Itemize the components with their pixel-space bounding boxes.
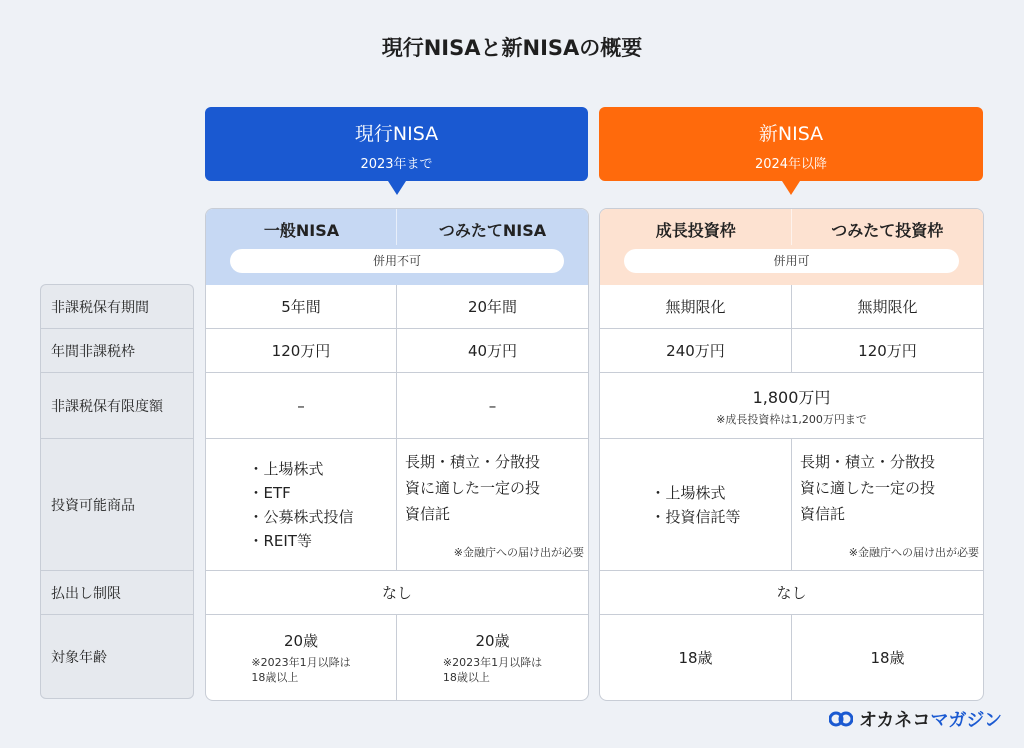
text-line: 長期・積立・分散投 bbox=[800, 453, 936, 471]
list-item: ・ETF bbox=[248, 483, 291, 502]
tsumitate-age-note bbox=[443, 655, 542, 685]
list-item: ・上場株式 bbox=[248, 459, 324, 478]
new-nisa-subtitle: 2024年以降 bbox=[754, 157, 828, 172]
tsumitate-frame-period: 無期限化 bbox=[857, 298, 918, 316]
text-line: 資に適した一定の投 bbox=[405, 479, 541, 497]
row-label-withdraw: 払出し制限 bbox=[40, 570, 194, 614]
new-nisa-table bbox=[599, 208, 984, 701]
growth-annual: 240万円 bbox=[666, 342, 725, 360]
text-line: 資に適した一定の投 bbox=[800, 479, 936, 497]
cat-face-icon bbox=[829, 711, 853, 727]
tsumitate-age-value: 20歳 bbox=[475, 632, 510, 650]
current-nisa-subtitle: 2023年まで bbox=[360, 157, 433, 172]
tsumitate-frame-products bbox=[792, 439, 983, 570]
tsumitate-frame-products-text bbox=[800, 449, 935, 527]
tsumitate-annual: 40万円 bbox=[467, 342, 518, 360]
text-line: 長期・積立・分散投 bbox=[405, 453, 541, 471]
growth-products-list bbox=[650, 481, 740, 529]
new-limit-note: ※成長投資枠は1,200万円まで bbox=[716, 412, 867, 426]
growth-products bbox=[600, 439, 791, 570]
note-line: ※2023年1月以降は bbox=[251, 656, 351, 669]
row-label-period: 非課税保有期間 bbox=[40, 284, 194, 328]
general-limit: – bbox=[297, 396, 305, 415]
current-nisa-header bbox=[206, 209, 588, 285]
list-item: ・REIT等 bbox=[248, 531, 312, 550]
general-products bbox=[206, 439, 396, 570]
general-period: 5年間 bbox=[281, 298, 321, 316]
combination-badge: 併用可 bbox=[624, 249, 959, 273]
logo-text-okaneco: オカネコ bbox=[858, 710, 931, 731]
current-nisa-banner bbox=[205, 107, 588, 181]
general-annual: 120万円 bbox=[271, 342, 331, 360]
general-age bbox=[206, 615, 396, 700]
tsumitate-frame-products-note: ※金融庁への届け出が必要 bbox=[848, 546, 979, 559]
tsumitate-products-text bbox=[405, 449, 540, 527]
text-line: 資信託 bbox=[800, 505, 846, 523]
col-header-growth: 成長投資枠 bbox=[655, 221, 736, 240]
row-label-products: 投資可能商品 bbox=[40, 438, 194, 570]
okaneco-magazine-logo bbox=[829, 706, 1002, 732]
note-line: 18歳以上 bbox=[442, 671, 490, 684]
row-label-limit: 非課税保有限度額 bbox=[40, 372, 194, 438]
growth-age: 18歳 bbox=[678, 649, 713, 667]
tsumitate-products bbox=[397, 439, 588, 570]
current-nisa-title: 現行NISA bbox=[354, 123, 439, 145]
tsumitate-period: 20年間 bbox=[467, 298, 518, 316]
page-title: 現行NISAと新NISAの概要 bbox=[381, 36, 643, 60]
new-nisa-banner bbox=[599, 107, 983, 181]
general-age-value: 20歳 bbox=[283, 632, 319, 650]
tsumitate-age bbox=[397, 615, 588, 700]
list-item: ・上場株式 bbox=[650, 483, 726, 502]
general-age-note bbox=[251, 655, 350, 685]
growth-period: 無期限化 bbox=[665, 298, 726, 316]
logo-text-magazine: マガジン bbox=[930, 710, 1002, 731]
text-line: 資信託 bbox=[405, 505, 451, 523]
current-nisa-table bbox=[205, 208, 589, 701]
combination-badge: 併用不可 bbox=[230, 249, 564, 273]
new-limit bbox=[600, 373, 983, 438]
tsumitate-frame-annual: 120万円 bbox=[858, 342, 917, 360]
list-item: ・公募株式投信 bbox=[248, 507, 354, 526]
new-nisa-header bbox=[600, 209, 983, 285]
row-label-age: 対象年齢 bbox=[40, 614, 194, 699]
tsumitate-frame-age: 18歳 bbox=[870, 649, 905, 667]
list-item: ・投資信託等 bbox=[650, 507, 741, 526]
new-withdraw: なし bbox=[776, 584, 807, 602]
col-header-general-nisa: 一般NISA bbox=[263, 221, 340, 240]
note-line: 18歳以上 bbox=[251, 671, 299, 684]
general-products-list bbox=[248, 457, 353, 553]
tsumitate-products-note: ※金融庁への届け出が必要 bbox=[453, 546, 584, 559]
note-line: ※2023年1月以降は bbox=[442, 656, 543, 669]
new-limit-value: 1,800万円 bbox=[752, 387, 831, 407]
current-withdraw: なし bbox=[381, 584, 412, 602]
tsumitate-limit: – bbox=[488, 396, 497, 415]
row-label-annual: 年間非課税枠 bbox=[40, 328, 194, 372]
col-header-tsumitate-frame: つみたて投資枠 bbox=[791, 209, 984, 245]
new-nisa-title: 新NISA bbox=[758, 123, 824, 145]
col-header-tsumitate-nisa: つみたてNISA bbox=[396, 209, 588, 245]
